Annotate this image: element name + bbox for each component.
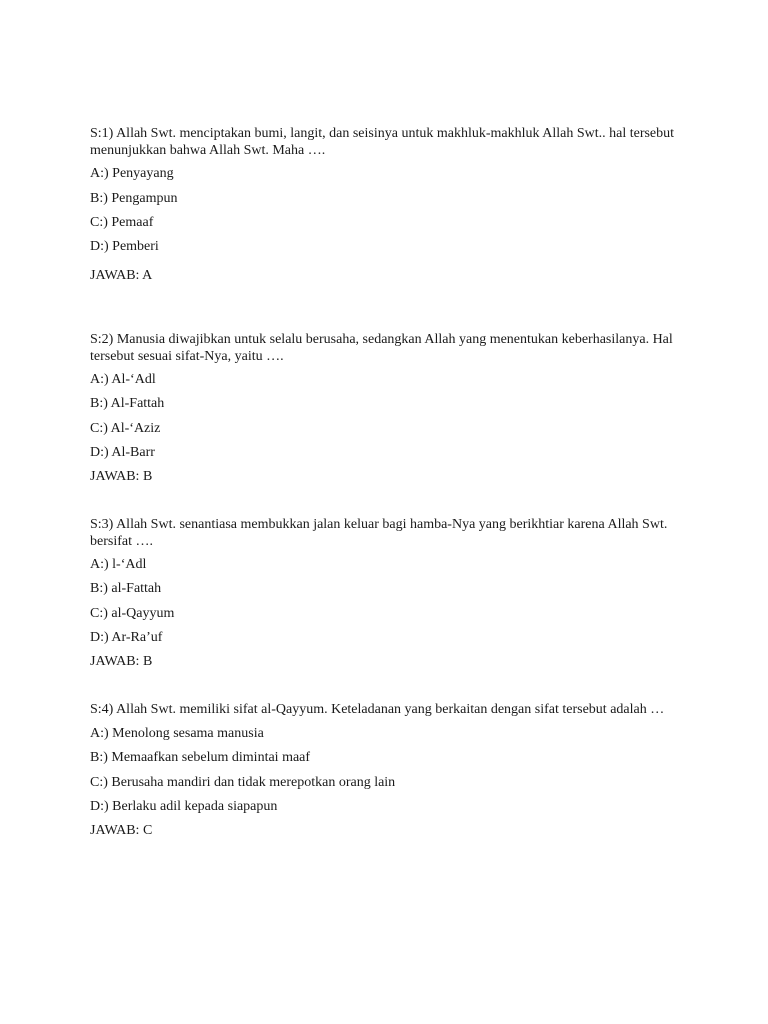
option-d: D:) Pemberi bbox=[90, 239, 159, 254]
question-block-4 bbox=[90, 701, 680, 838]
option-d: D:) Berlaku adil kepada siapapun bbox=[90, 799, 278, 814]
option-d: D:) Ar-Ra’uf bbox=[90, 630, 163, 645]
question-text: S:2) Manusia diwajibkan untuk selalu berusaha, sedangkan Allah yang menentukan keberhasilanya. Hal tersebut sesuai sifat-Nya, yaitu …. bbox=[90, 332, 673, 364]
answer-line: JAWAB: A bbox=[90, 268, 153, 283]
option-b: B:) Memaafkan sebelum dimintai maaf bbox=[90, 750, 311, 765]
answer-line: JAWAB: B bbox=[90, 469, 153, 484]
option-c: C:) Pemaaf bbox=[90, 215, 154, 230]
question-text: S:3) Allah Swt. senantiasa membukkan jalan keluar bagi hamba-Nya yang berikhtiar karena Allah Swt. bersifat …. bbox=[90, 517, 668, 549]
option-b: B:) Al-Fattah bbox=[90, 396, 165, 411]
option-c: C:) Al-‘Aziz bbox=[90, 421, 161, 436]
option-b: B:) Pengampun bbox=[90, 191, 178, 206]
question-text: S:4) Allah Swt. memiliki sifat al-Qayyum. Keteladanan yang berkaitan dengan sifat tersebut adalah … bbox=[90, 702, 665, 717]
option-c: C:) al-Qayyum bbox=[90, 606, 175, 621]
answer-line: JAWAB: B bbox=[90, 654, 153, 669]
question-text: S:1) Allah Swt. menciptakan bumi, langit, dan seisinya untuk makhluk-makhluk Allah Swt.. hal tersebut menunjukkan bahwa Allah Swt. Maha …. bbox=[90, 126, 675, 158]
option-a: A:) Penyayang bbox=[90, 166, 174, 181]
answer-line: JAWAB: C bbox=[90, 823, 153, 838]
option-d: D:) Al-Barr bbox=[90, 445, 155, 460]
option-a: A:) Al-‘Adl bbox=[90, 372, 156, 387]
question-block-3 bbox=[90, 516, 680, 669]
option-c: C:) Berusaha mandiri dan tidak merepotkan orang lain bbox=[90, 775, 396, 790]
option-a: A:) Menolong sesama manusia bbox=[90, 726, 264, 741]
option-b: B:) al-Fattah bbox=[90, 581, 162, 596]
question-block-2 bbox=[90, 331, 680, 484]
question-block-1 bbox=[90, 125, 680, 283]
option-a: A:) l-‘Adl bbox=[90, 557, 147, 572]
